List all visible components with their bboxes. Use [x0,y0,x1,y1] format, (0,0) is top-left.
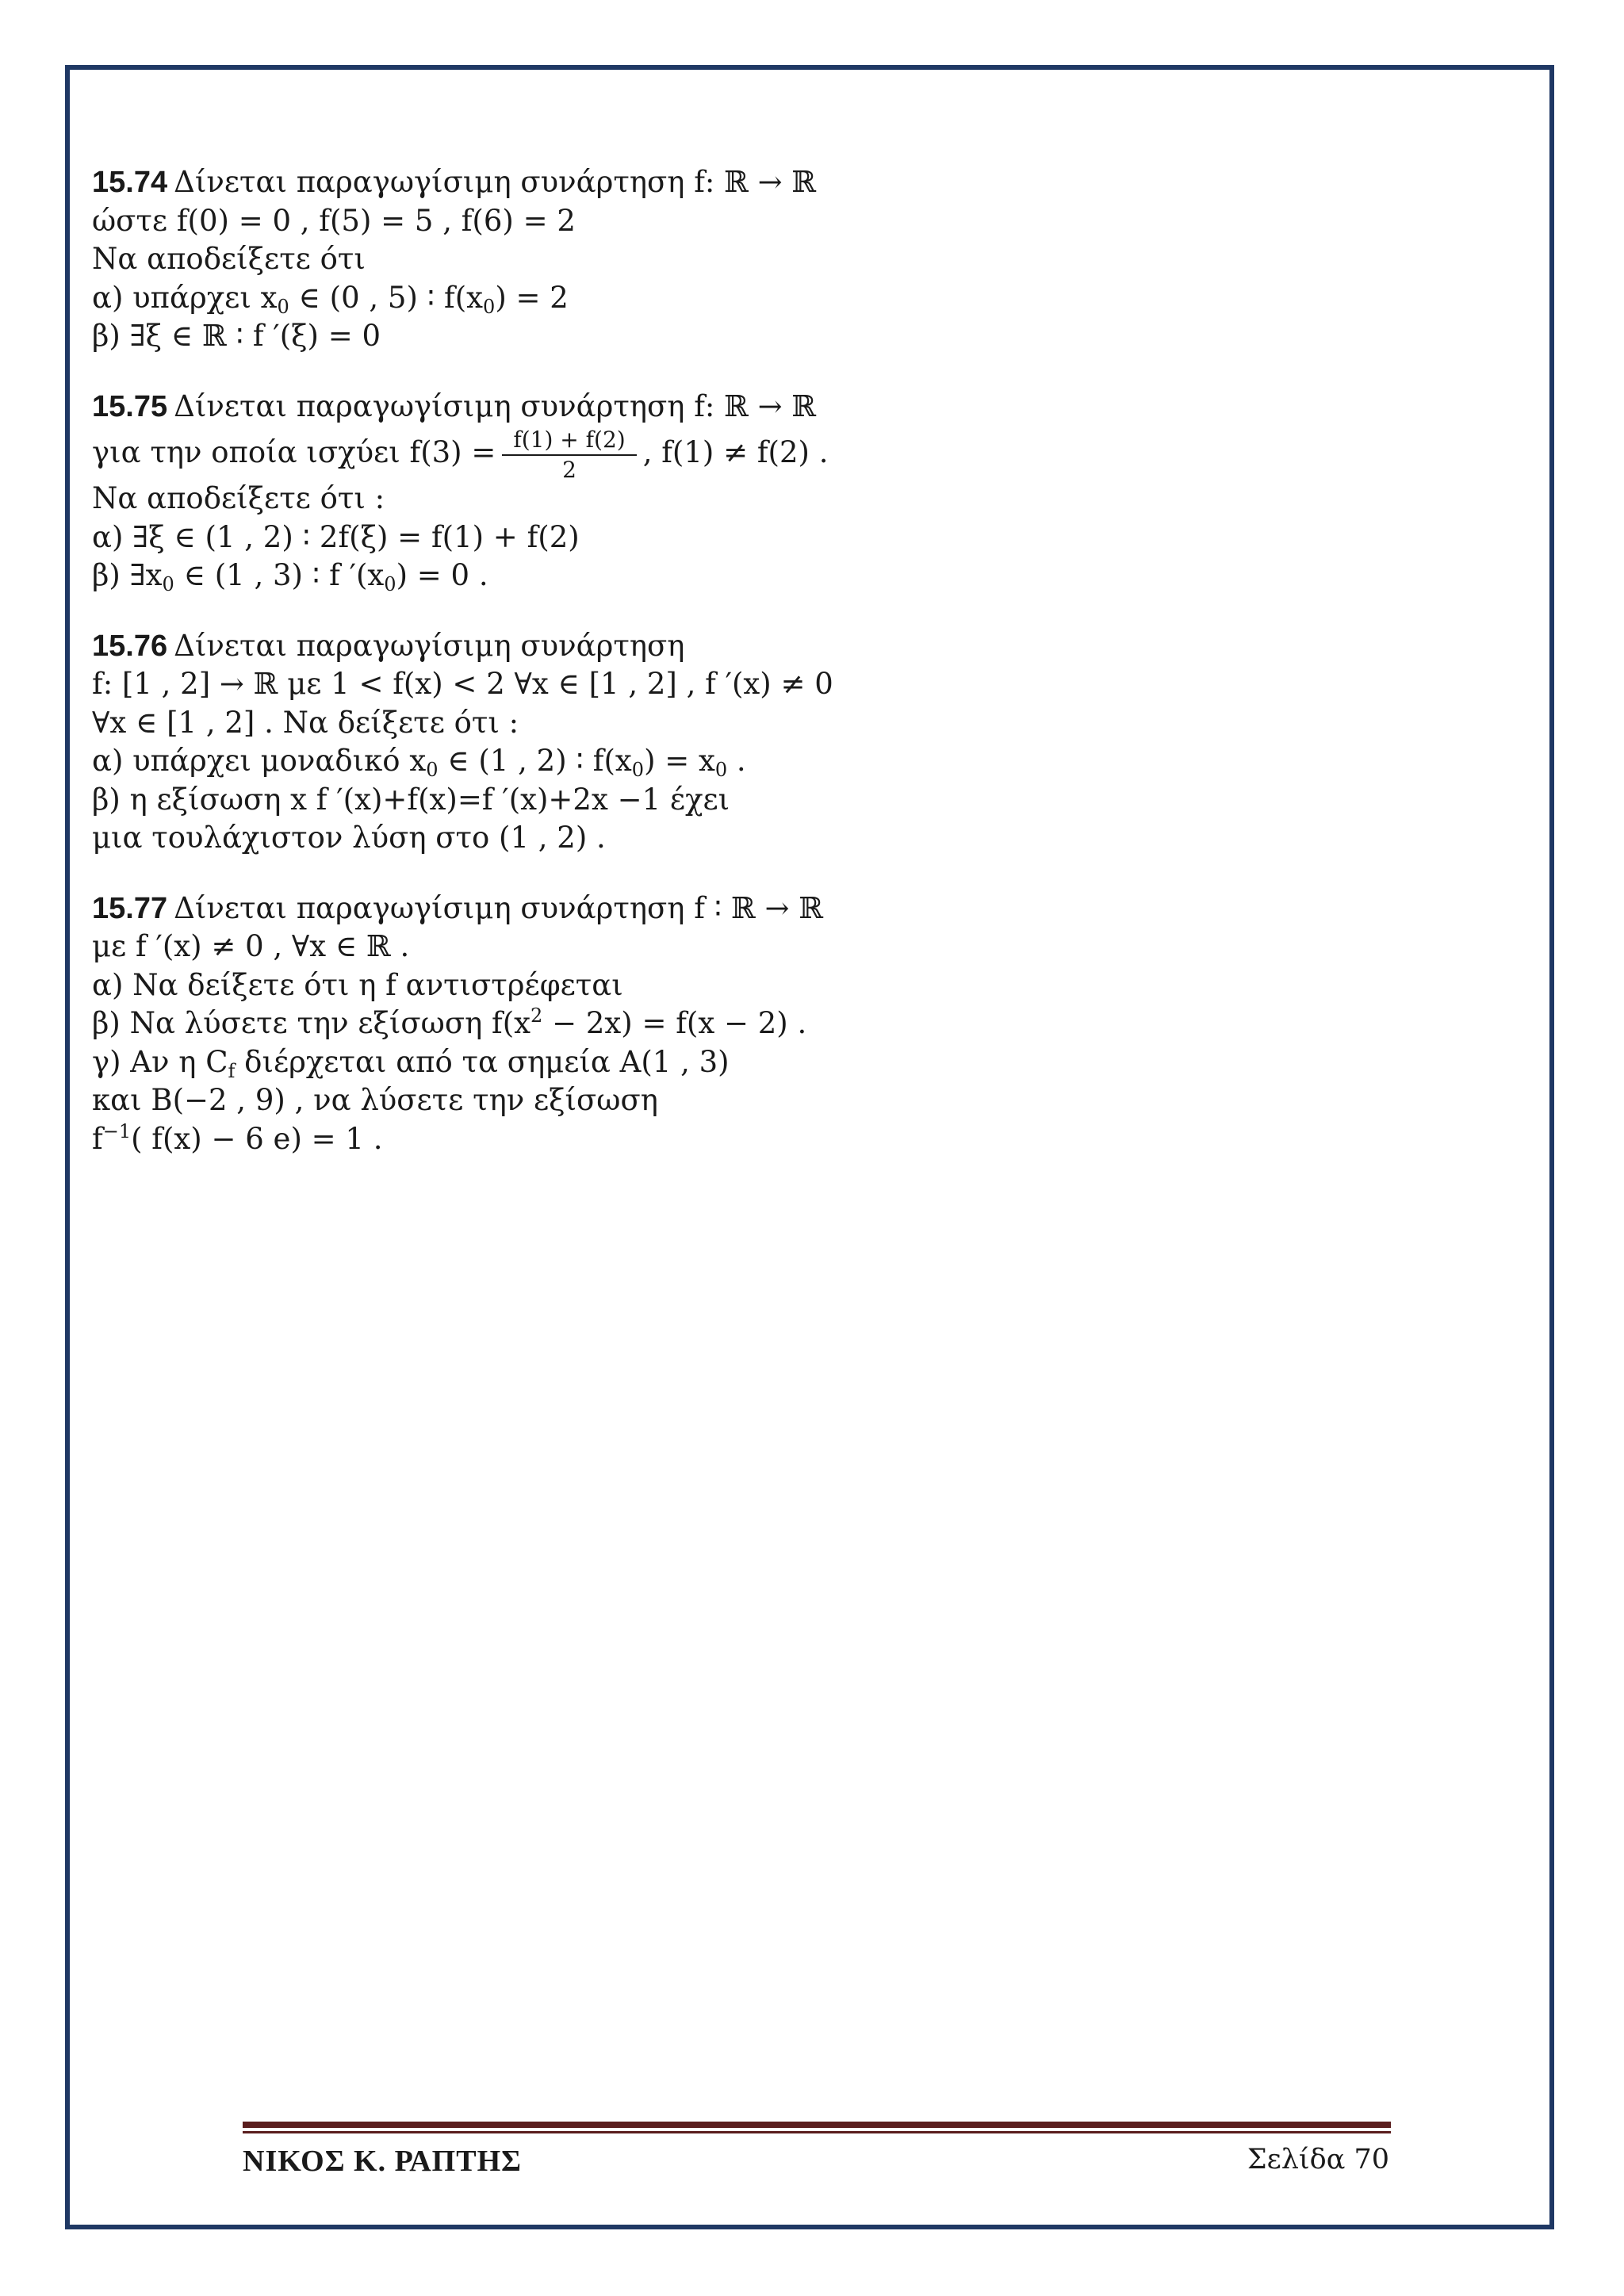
subquestion-a: α) υπάρχει $x_0$ ∈ (0 , 5) ∶ $f(x_0) = 2$ [92,280,569,318]
subquestion-b: β) $\exists x_0$ ∈ (1 , 3) ∶ f $'(x_0) = 0$ . [92,558,488,595]
problem-number: 15.77 [92,891,168,925]
problem-15-74 [92,163,1535,356]
problem-number: 15.74 [92,166,168,199]
problem-text: Δίνεται παραγωγίσιμη συνάρτηση [174,628,685,663]
problem-heading [92,627,1535,666]
fraction-numerator: f(1) + f(2) [502,429,636,456]
subquestion-c: γ) Αν η $C_f$ διέρχεται από τα σημεία Α(1 , 3) [92,1044,730,1082]
problem-15-76 [92,627,1535,858]
problem-text: Δίνεται παραγωγίσιμη συνάρτηση f: ℝ → ℝ [174,388,817,423]
subquestion-c-equation: $f^{-1}$( f(x) − 6 e) = 1 . [92,1119,383,1156]
footer-author: ΝΙΚΟΣ Κ. ΡΑΠΤΗΣ [243,2145,522,2178]
problem-text: Δίνεται παραγωγίσιμη συνάρτηση f ∶ ℝ → ℝ [174,890,824,925]
problem-line: Να αποδείξετε ότι : [92,481,385,515]
subquestion-b: β) η εξίσωση x f ′(x)+f(x)=f ′(x)+2x −1 έχει [92,782,730,817]
problem-heading [92,163,1535,202]
footer-rule-thin [243,2131,1391,2133]
document-body [92,163,1535,1190]
problem-line-fraction: για την οποία ισχύει f(3) = $\frac{f(1) + f(2)}{2}$ , f(1) ≠ f(2) . [92,426,829,483]
problem-line: με f ′(x) ≠ 0 , ∀x ∈ ℝ . [92,929,410,963]
fraction [502,426,636,483]
subquestion-a: α) Να δείξετε ότι η f αντιστρέφεται [92,967,623,1002]
problem-text: Δίνεται παραγωγίσιμη συνάρτηση f: ℝ → ℝ [174,165,817,199]
problem-number: 15.75 [92,389,168,423]
page-number: Σελίδα 70 [1247,2144,1389,2175]
subquestion-b: β) ∃ξ ∈ ℝ ∶ f ′(ξ) = 0 [92,319,381,353]
problem-line: Να αποδείξετε ότι [92,242,366,276]
problem-heading [92,890,1535,928]
problem-15-75 [92,388,1535,595]
subquestion-c-continued: και Β(−2 , 9) , να λύσετε την εξίσωση [92,1083,658,1117]
problem-line: ώστε f(0) = 0 , f(5) = 5 , f(6) = 2 [92,203,576,238]
problem-heading [92,388,1535,427]
subquestion-a: α) υπάρχει μοναδικό $x_0$ ∈ (1 , 2) ∶ $f(x_0) = x_0$ . [92,744,746,781]
subquestion-b: β) Να λύσετε την εξίσωση $f(x^2 - 2x) = f(x - 2)$ . [92,1004,807,1040]
fraction-denominator: 2 [562,456,576,483]
problem-number: 15.76 [92,629,168,663]
problem-line: ∀x ∈ [1 , 2] . Να δείξετε ότι : [92,705,519,740]
footer-rule [243,2122,1391,2128]
problem-line: f: [1 , 2] → ℝ με 1 < f(x) < 2 ∀x ∈ [1 , 2] , f ′(x) ≠ 0 [92,667,833,701]
problem-15-77 [92,890,1535,1159]
subquestion-a: α) ∃ξ ∈ (1 , 2) ∶ 2f(ξ) = f(1) + f(2) [92,519,580,554]
subquestion-b-continued: μια τουλάχιστον λύση στο (1 , 2) . [92,821,606,855]
